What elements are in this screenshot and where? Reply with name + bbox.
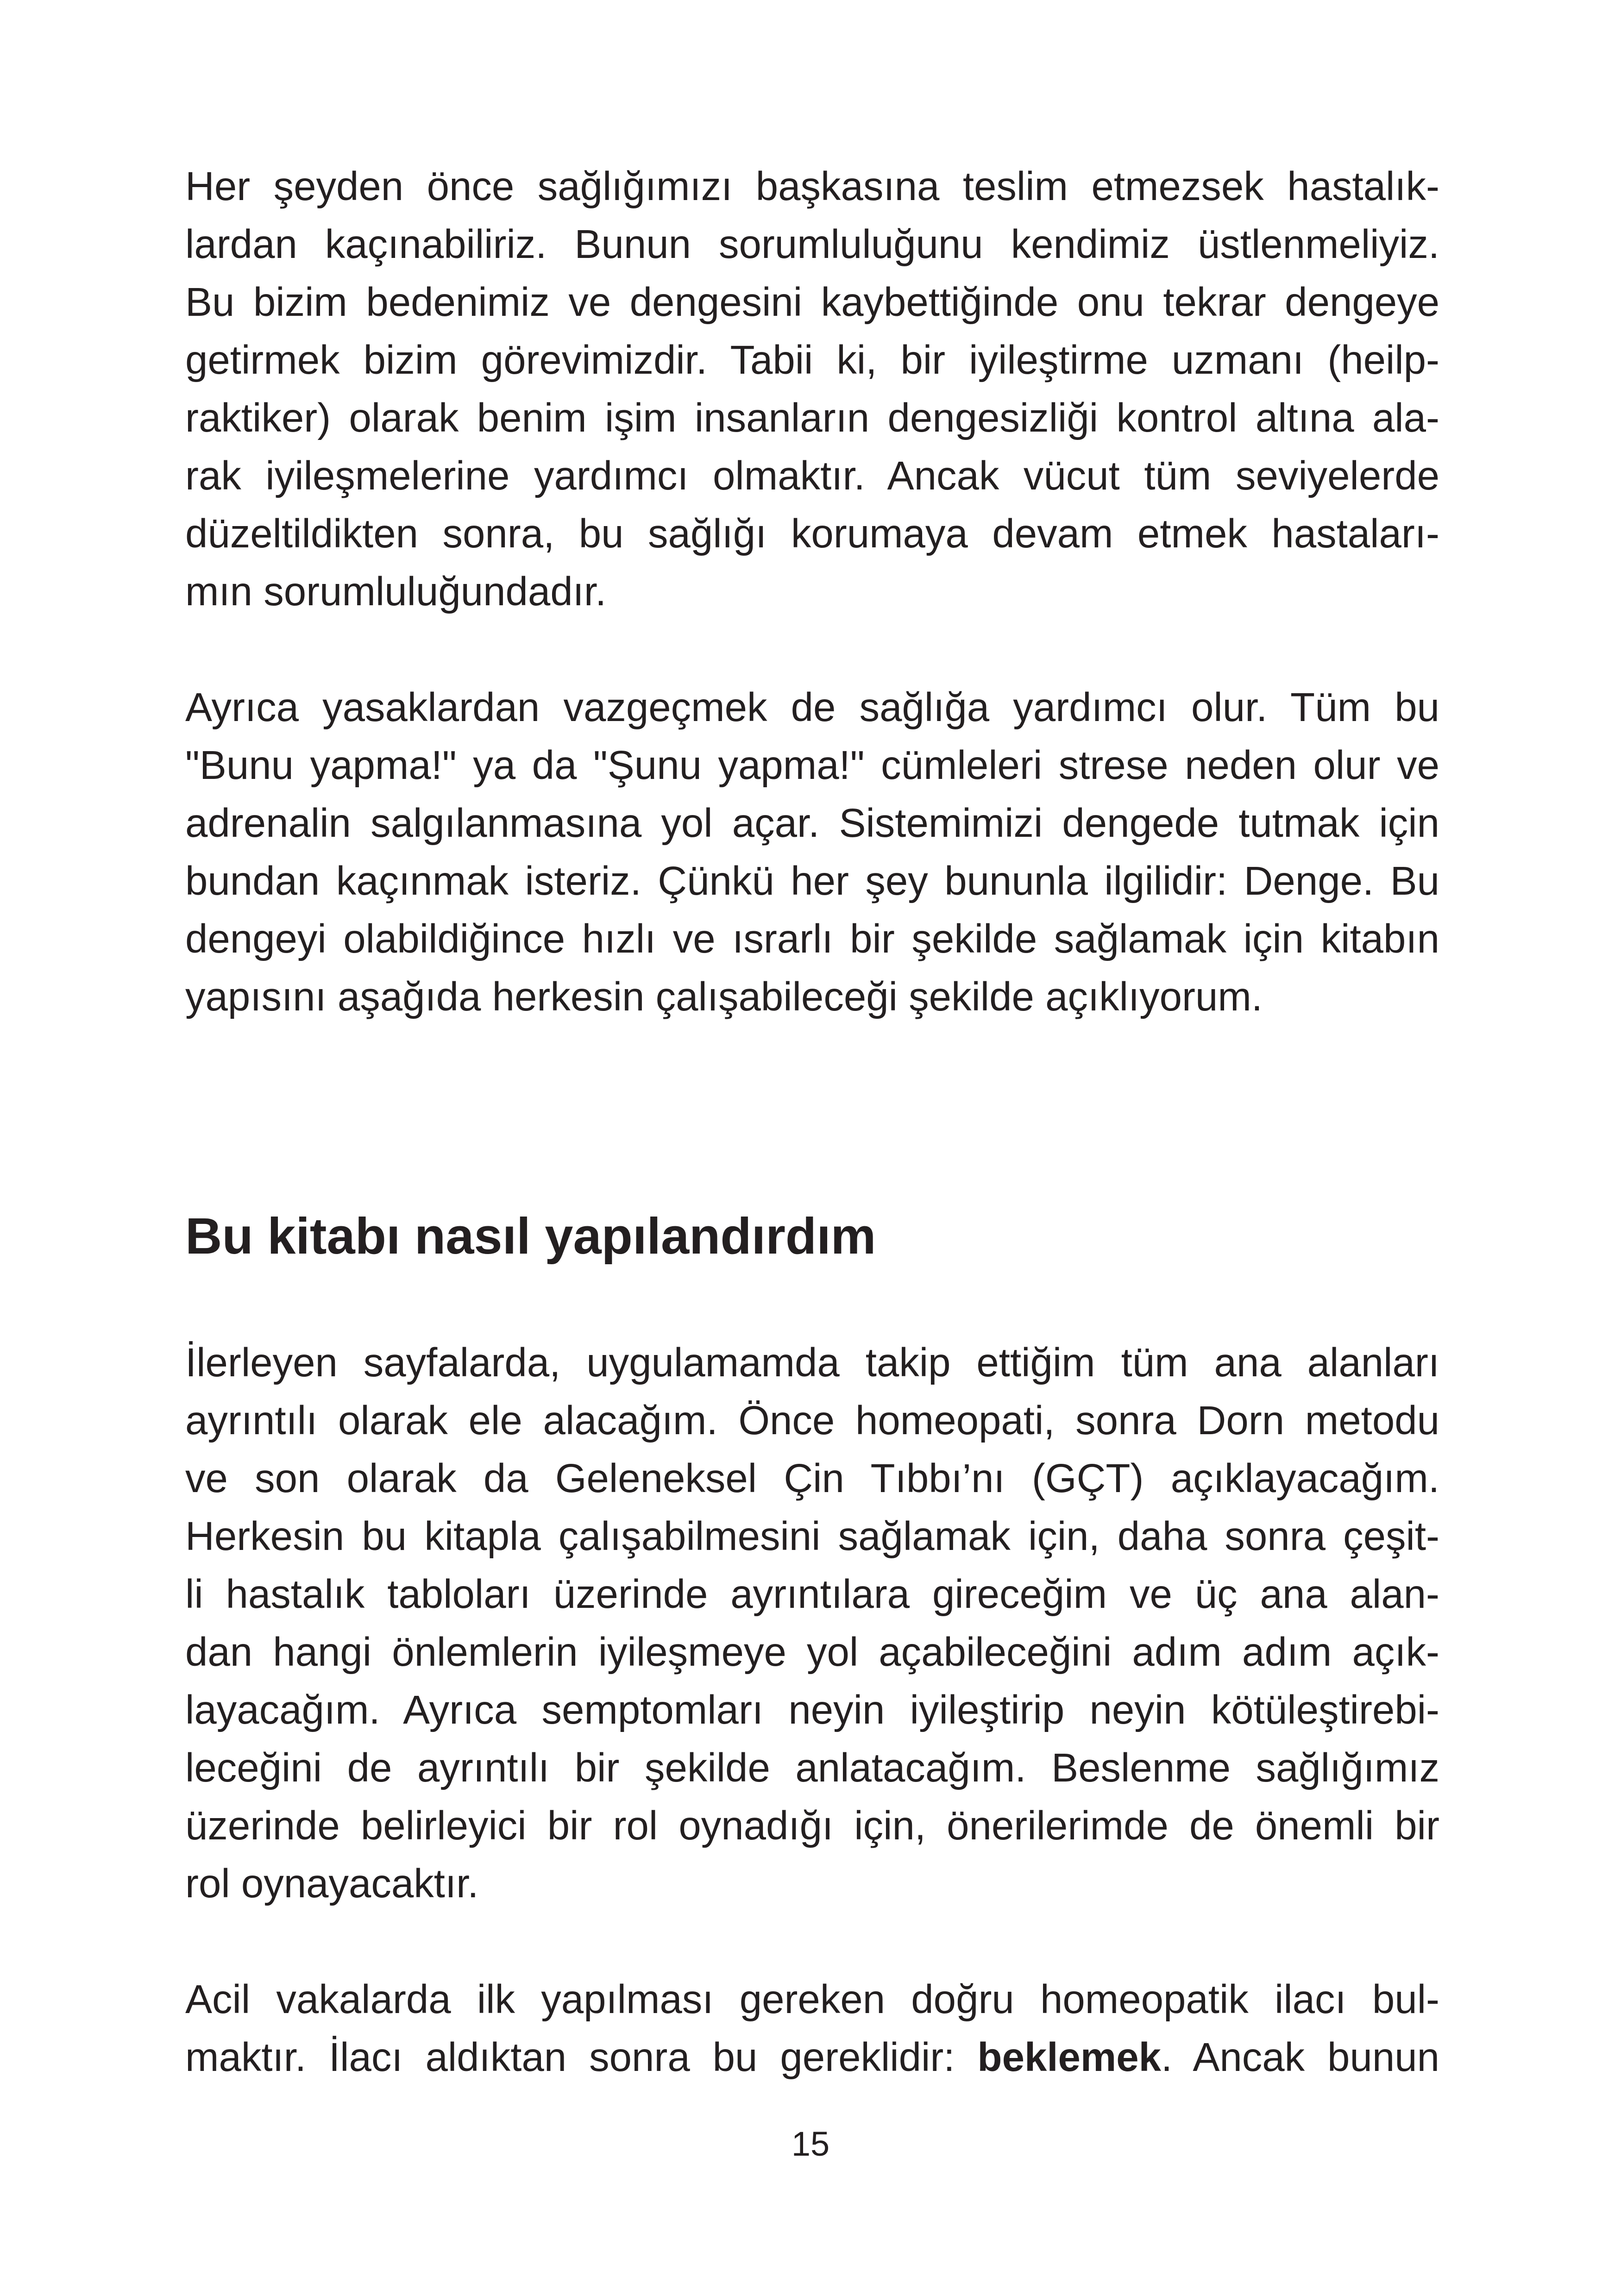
text-line: adrenalin salgılanmasına yol açar. Sistemimizi dengede tutmak için bbox=[185, 801, 1439, 846]
text-line: dan hangi önlemlerin iyileşmeye yol açabileceğini adım adım açık- bbox=[185, 1630, 1439, 1675]
text-line: rak iyileşmelerine yardımcı olmaktır. Ancak vücut tüm seviyelerde bbox=[185, 453, 1439, 498]
text-line: yapısını aşağıda herkesin çalışabileceği şekilde açıklıyorum. bbox=[185, 974, 1263, 1019]
text-segment: . Ancak bunun bbox=[1161, 2035, 1439, 2080]
text-line: rol oynayacaktır. bbox=[185, 1861, 479, 1906]
paragraph-4 bbox=[185, 1970, 1439, 2086]
text-line: dengeyi olabildiğince hızlı ve ısrarlı bir şekilde sağlamak için kitabın bbox=[185, 916, 1439, 961]
text-line: bundan kaçınmak isteriz. Çünkü her şey bununla ilgilidir: Denge. Bu bbox=[185, 859, 1439, 903]
text-line: "Bunu yapma!" ya da "Şunu yapma!" cümleleri strese neden olur ve bbox=[185, 743, 1439, 788]
page-body bbox=[185, 157, 1439, 2086]
paragraph-2 bbox=[185, 678, 1439, 1026]
text-line-mixed bbox=[185, 2028, 1439, 2086]
emphasis-word: beklemek bbox=[977, 2035, 1162, 2080]
section-heading: Bu kitabı nasıl yapılandırdım bbox=[185, 1208, 876, 1265]
text-line: Ayrıca yasaklardan vazgeçmek de sağlığa yardımcı olur. Tüm bu bbox=[185, 685, 1439, 730]
text-line: Bu bizim bedenimiz ve dengesini kaybettiğinde onu tekrar dengeye bbox=[185, 280, 1439, 325]
text-line: lardan kaçınabiliriz. Bunun sorumluluğunu kendimiz üstlenmeliyiz. bbox=[185, 222, 1439, 267]
text-line: getirmek bizim görevimizdir. Tabii ki, bir iyileştirme uzmanı (heilp- bbox=[185, 338, 1439, 383]
text-line: Herkesin bu kitapla çalışabilmesini sağlamak için, daha sonra çeşit- bbox=[185, 1514, 1439, 1559]
text-line: leceğini de ayrıntılı bir şekilde anlatacağım. Beslenme sağlığımız bbox=[185, 1745, 1439, 1790]
text-line: li hastalık tabloları üzerinde ayrıntılara gireceğim ve üç ana alan- bbox=[185, 1572, 1439, 1617]
text-line: layacağım. Ayrıca semptomları neyin iyileştirip neyin kötüleştirebi- bbox=[185, 1687, 1439, 1732]
text-line: Acil vakalarda ilk yapılması gereken doğru homeopatik ilacı bul- bbox=[185, 1977, 1439, 2022]
text-line: raktiker) olarak benim işim insanların dengesizliği kontrol altına ala- bbox=[185, 395, 1439, 440]
page-number: 15 bbox=[791, 2125, 830, 2163]
text-line: mın sorumluluğundadır. bbox=[185, 569, 607, 614]
text-segment: maktır. İlacı aldıktan sonra bu gereklidir: bbox=[185, 2035, 978, 2080]
text-line: Her şeyden önce sağlığımızı başkasına teslim etmezsek hastalık- bbox=[185, 164, 1439, 209]
paragraph-1 bbox=[185, 157, 1439, 621]
paragraph-3 bbox=[185, 1334, 1439, 1913]
text-line: üzerinde belirleyici bir rol oynadığı için, önerilerimde de önemli bir bbox=[185, 1803, 1439, 1848]
text-line: İlerleyen sayfalarda, uygulamamda takip ettiğim tüm ana alanları bbox=[185, 1340, 1439, 1385]
text-line: düzeltildikten sonra, bu sağlığı korumaya devam etmek hastaları- bbox=[185, 511, 1439, 556]
text-line: ayrıntılı olarak ele alacağım. Önce homeopati, sonra Dorn metodu bbox=[185, 1398, 1439, 1443]
text-line: ve son olarak da Geleneksel Çin Tıbbı’nı (GÇT) açıklayacağım. bbox=[185, 1456, 1439, 1501]
